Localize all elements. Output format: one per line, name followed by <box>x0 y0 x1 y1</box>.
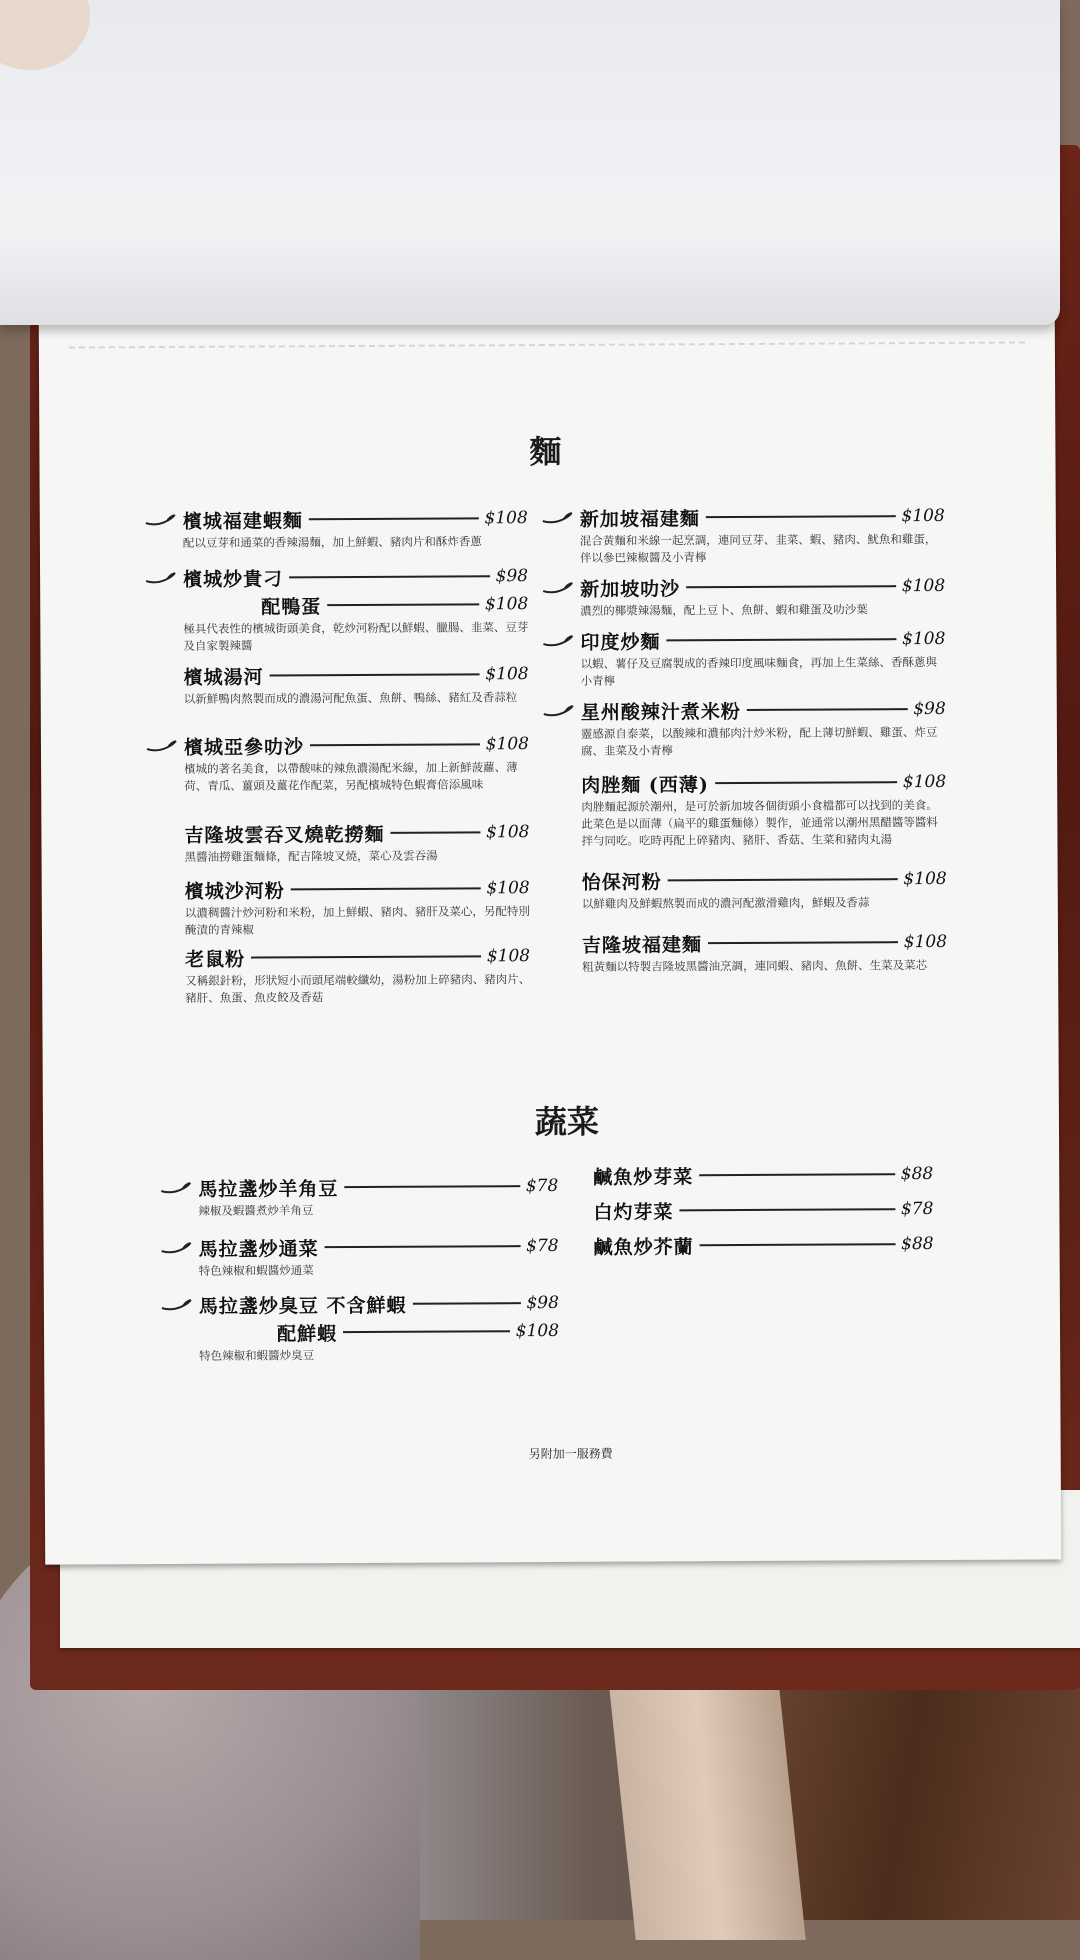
menu-item-row <box>580 502 945 532</box>
menu-item-row <box>183 504 528 534</box>
menu-item <box>582 928 947 976</box>
menu-item <box>183 562 528 655</box>
dish-description: 粗黃麵以特製吉隆坡黑醬油烹調，連同蝦、豬肉、魚餅、生菜及菜芯 <box>582 958 928 974</box>
menu-item <box>581 695 946 760</box>
menu-item <box>185 942 530 1007</box>
menu-item-row <box>184 660 529 690</box>
dish-name: 吉隆坡福建麵 <box>581 933 703 957</box>
dish-description: 辣椒及蝦醬煮炒羊角豆 <box>198 1203 314 1218</box>
dish-description: 黑醬油撈雞蛋麵條，配吉隆坡叉燒，菜心及雲吞湯 <box>184 848 438 864</box>
menu-item-row <box>199 1289 559 1319</box>
chili-icon <box>145 570 177 584</box>
leader-line <box>666 638 896 641</box>
dish-name: 老鼠粉 <box>185 948 246 971</box>
leader-line <box>700 1243 896 1246</box>
service-charge-note: 另附加一服務費 <box>528 1446 613 1462</box>
leader-line <box>291 887 481 890</box>
dish-price: $98 <box>913 698 946 720</box>
vegetables-header: 蔬菜 <box>534 1102 600 1142</box>
option-name: 配鴨蛋 <box>261 595 322 619</box>
chili-icon <box>161 1240 193 1254</box>
dish-price: $108 <box>901 505 945 527</box>
menu-item-row <box>581 768 946 798</box>
menu-item-row <box>184 730 529 760</box>
menu-item-row <box>581 695 946 725</box>
leader-line <box>289 575 490 578</box>
menu-item <box>183 504 528 552</box>
dish-name: 怡保河粉 <box>581 870 662 894</box>
leader-line <box>344 1185 520 1188</box>
dish-description: 以濃稠醬汁炒河粉和米粉，加上鮮蝦、豬肉、豬肝及菜心，另配特別醃漬的青辣椒 <box>184 904 530 937</box>
leader-line <box>327 603 479 606</box>
menu-item-row <box>198 1172 558 1202</box>
dish-name: 檳城炒貴刁 <box>183 567 284 591</box>
menu-item-row <box>594 1230 934 1260</box>
menu-item-option-row <box>183 590 528 620</box>
option-price: $108 <box>484 594 529 615</box>
dish-name: 檳城亞參叻沙 <box>183 735 305 759</box>
dish-description: 特色辣椒和蝦醬炒通菜 <box>198 1263 314 1278</box>
dish-description: 以蝦、薯仔及豆腐製成的香辣印度風味麵食，再加上生菜絲、香酥蔥與小青檸 <box>580 654 938 688</box>
dish-price: $78 <box>900 1198 934 1220</box>
chili-icon <box>542 633 574 647</box>
dish-price: $78 <box>526 1235 559 1257</box>
leader-line <box>706 515 896 518</box>
dish-name: 吉隆坡雲吞叉燒乾撈麵 <box>184 823 385 847</box>
leader-line <box>309 517 479 520</box>
menu-item <box>593 1160 933 1190</box>
dish-description: 極具代表性的檳城街頭美食，乾炒河粉配以鮮蝦、臘腸、韭菜、豆芽及自家製辣醬 <box>183 620 529 653</box>
dish-price: $88 <box>900 1163 934 1185</box>
dish-name: 馬拉盞炒臭豆 不含鮮蝦 <box>198 1294 407 1318</box>
menu-item-row <box>582 865 947 895</box>
chili-icon <box>543 703 575 717</box>
dish-description: 濃烈的椰漿辣湯麵，配上豆卜、魚餅、蝦和雞蛋及叻沙葉 <box>580 602 868 618</box>
dish-name: 鹹魚炒芥蘭 <box>593 1235 694 1259</box>
leader-line <box>270 673 480 676</box>
dish-description: 靈感源自泰菜，以酸辣和濃郁肉汁炒米粉，配上薄切鮮蝦、雞蛋、炸豆腐、韭菜及小青檸 <box>580 724 938 758</box>
leader-line <box>708 941 898 944</box>
menu-item <box>198 1172 558 1220</box>
menu-item-row <box>580 625 945 655</box>
menu-item <box>580 502 945 567</box>
chili-icon <box>542 580 574 594</box>
dish-name: 肉脞麵 (西薄) <box>581 773 709 797</box>
option-price: $108 <box>515 1320 560 1342</box>
dish-price: $108 <box>902 628 946 650</box>
menu-item-row <box>580 572 945 602</box>
leader-line <box>668 878 898 881</box>
menu-item <box>593 1195 933 1225</box>
dish-price: $98 <box>495 566 529 587</box>
dish-name: 印度炒麵 <box>580 630 661 654</box>
dish-price: $108 <box>485 664 529 685</box>
dish-price: $108 <box>486 822 530 843</box>
menu-item-row <box>593 1160 933 1190</box>
dish-name: 馬拉盞炒通菜 <box>198 1237 319 1261</box>
dish-name: 檳城湯河 <box>183 665 264 689</box>
menu-item <box>581 768 946 850</box>
dish-price: $108 <box>486 878 530 899</box>
dish-price: $108 <box>903 931 948 953</box>
dish-name: 檳城福建蝦麵 <box>182 509 303 533</box>
dish-name: 檳城沙河粉 <box>184 879 285 903</box>
menu-item-row <box>184 818 529 848</box>
dish-description: 又稱銀針粉，形狀短小而頭尾端較纖幼，湯粉加上碎豬肉、豬肉片、豬肝、魚蛋、魚皮餃及香菇 <box>185 972 531 1005</box>
dish-price: $78 <box>525 1175 559 1197</box>
leader-line <box>715 781 897 784</box>
dish-price: $88 <box>901 1233 934 1255</box>
menu-item <box>199 1289 559 1365</box>
menu-item-option-row <box>199 1317 559 1347</box>
dish-name: 新加坡福建麵 <box>579 507 700 531</box>
leader-line <box>747 708 908 711</box>
leader-line <box>343 1330 510 1333</box>
menu-item <box>199 1232 559 1280</box>
dish-price: $108 <box>902 771 947 793</box>
leader-line <box>310 743 480 746</box>
menu-item <box>582 865 947 913</box>
chili-icon <box>542 510 574 524</box>
dish-description: 以鮮雞肉及鮮蝦熬製而成的濃河配激滑雞肉，鮮蝦及香蒜 <box>581 895 870 911</box>
leader-line <box>699 1173 895 1176</box>
menu-page <box>39 319 1061 1564</box>
dish-price: $98 <box>526 1292 559 1314</box>
chili-icon <box>145 512 177 526</box>
menu-item-row <box>183 562 528 592</box>
chili-icon <box>161 1297 193 1311</box>
chili-icon <box>160 1180 192 1194</box>
dish-description: 肉脞麵起源於潮州，是可於新加坡各個街頭小食檔都可以找到的美食。此菜色是以面薄（扁平的雞蛋麵條）製作，並通常以潮州黑醋醬等醬料拌勻同吃。吃時再配上碎豬肉、豬肝、香菇、生菜和豬肉丸湯 <box>581 797 938 848</box>
dish-name: 馬拉盞炒羊角豆 <box>198 1177 339 1201</box>
leader-line <box>679 1208 895 1211</box>
menu-item-row <box>199 1232 559 1262</box>
menu-item <box>580 625 945 690</box>
dish-name: 白灼芽菜 <box>593 1200 674 1224</box>
dish-price: $108 <box>485 734 530 755</box>
noodles-header: 麵 <box>529 432 562 472</box>
dish-description: 配以豆芽和通菜的香辣湯麵，加上鮮蝦、豬肉片和酥炸香蔥 <box>182 534 482 550</box>
dish-description: 特色辣椒和蝦醬炒臭豆 <box>199 1348 315 1363</box>
dish-name: 星州酸辣汁煮米粉 <box>580 700 741 724</box>
chili-icon <box>146 738 178 752</box>
menu-item <box>594 1230 934 1260</box>
dish-name: 新加坡叻沙 <box>580 577 681 601</box>
dish-price: $108 <box>484 508 528 529</box>
menu-item <box>184 660 529 708</box>
dish-name: 鹹魚炒芽菜 <box>593 1165 694 1189</box>
leader-line <box>413 1302 521 1305</box>
dish-description: 以新鮮鴨肉熬製而成的濃湯河配魚蛋、魚餅、鴨絲、豬紅及香蒜粒 <box>183 690 518 706</box>
menu-item-row <box>582 928 947 958</box>
menu-item <box>185 874 530 939</box>
dish-price: $108 <box>903 868 947 890</box>
dish-description: 檳城的著名美食，以帶酸味的辣魚濃湯配米線，加上新鮮菠蘿、薄荷、青瓜、薑頭及薑花作配菜，另配檳城特色蝦膏倍添風味 <box>184 760 518 793</box>
dish-price: $108 <box>486 946 531 967</box>
leader-line <box>390 831 480 833</box>
menu-item <box>184 818 529 866</box>
dish-description: 混合黃麵和米線一起烹調，連同豆芽、韭菜、蝦、豬肉、魷魚和雞蛋，伴以參巴辣椒醬及小青檸 <box>579 531 937 565</box>
menu-item-row <box>185 874 530 904</box>
dish-price: $108 <box>901 575 946 597</box>
leader-line <box>251 955 481 958</box>
menu-item-row <box>185 942 530 972</box>
divider <box>69 342 1025 349</box>
menu-item-row <box>593 1195 933 1225</box>
previous-page-flap[interactable] <box>0 0 1060 325</box>
leader-line <box>325 1245 521 1248</box>
menu-item <box>184 730 529 795</box>
option-name: 配鮮蝦 <box>276 1322 338 1345</box>
menu-item <box>580 572 945 620</box>
leader-line <box>686 585 896 588</box>
